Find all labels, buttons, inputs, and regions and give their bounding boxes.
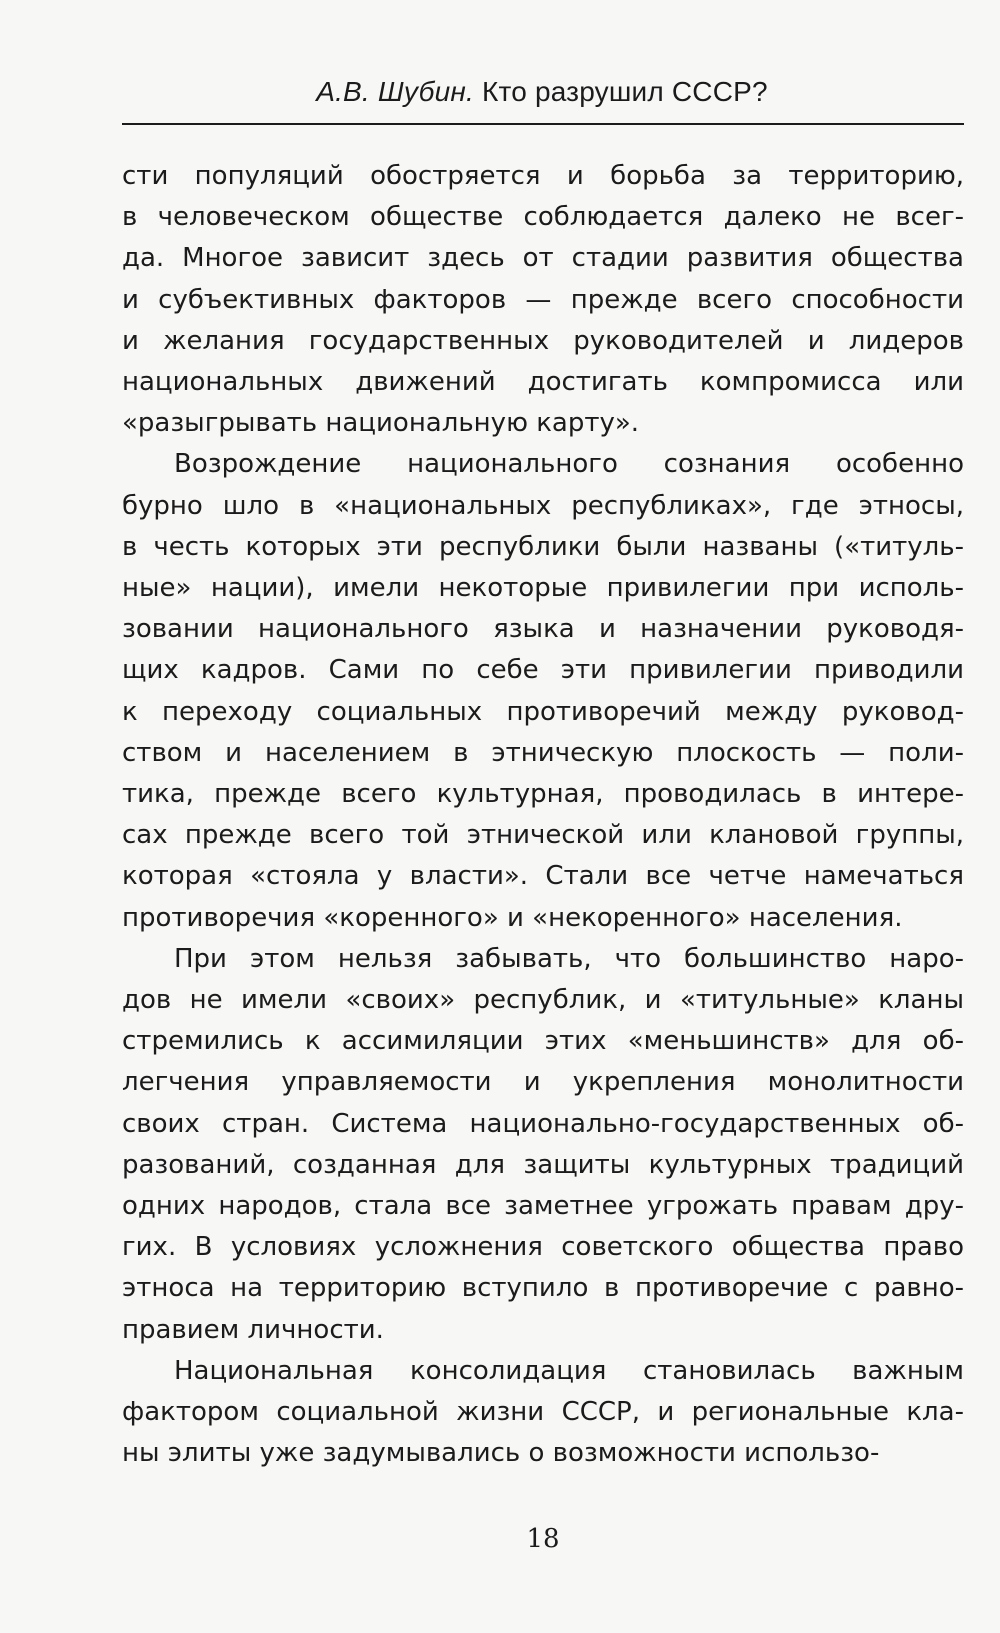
text-line: в честь которых эти республики были названы («титуль- [122, 531, 964, 562]
text-line: щих кадров. Сами по себе эти привилегии приводили [122, 655, 964, 686]
text-line: одних народов, стала все заметнее угрожать правам дру- [122, 1191, 964, 1222]
text-line: дов не имели «своих» республик, и «титульные» кланы [122, 985, 964, 1016]
text-line: национальных движений достигать компромисса или [122, 367, 964, 398]
text-line: ные» нации), имели некоторые привилегии при исполь- [122, 573, 964, 604]
text-line: которая «стояла у власти». Стали все четче намечаться [122, 861, 964, 892]
running-head-title: Кто разрушил СССР? [481, 76, 768, 107]
text-line: «разыгрывать национальную карту». [122, 408, 640, 439]
running-head-author: А.В. Шубин. [316, 76, 474, 107]
text-line: При этом нельзя забывать, что большинство наро- [174, 943, 964, 974]
text-line: этноса на территорию вступило в противоречие с равно- [122, 1273, 964, 1304]
text-line: легчения управляемости и укрепления монолитности [122, 1067, 964, 1098]
text-line: бурно шло в «национальных республиках», где этносы, [122, 490, 964, 521]
text-line: тика, прежде всего культурная, проводилась в интере- [122, 779, 964, 810]
header-rule [122, 123, 964, 125]
text-line: сти популяций обостряется и борьба за территорию, [122, 161, 964, 191]
paragraph [122, 1351, 964, 1475]
running-head [122, 72, 962, 112]
paragraph [122, 156, 964, 444]
text-line: сах прежде всего той этнической или клановой группы, [122, 820, 964, 851]
paragraph [122, 939, 964, 1351]
body-text [122, 156, 964, 1475]
text-line: разований, созданная для защиты культурных традиций [122, 1149, 964, 1180]
text-line: и желания государственных руководителей и лидеров [122, 325, 964, 356]
text-line: зовании национального языка и назначении руководя- [122, 614, 964, 645]
text-line: Национальная консолидация становилась важным [174, 1355, 964, 1386]
text-line: к переходу социальных противоречий между руковод- [122, 696, 964, 727]
page-number: 18 [526, 1524, 560, 1554]
text-line: ством и населением в этническую плоскость — поли- [122, 737, 964, 768]
text-line: стремились к ассимиляции этих «меньшинств» для об- [122, 1026, 964, 1057]
text-line: ны элиты уже задумывались о возможности использо- [122, 1438, 880, 1469]
text-line: гих. В условиях усложнения советского общества право [122, 1232, 964, 1263]
text-line: Возрождение национального сознания особенно [174, 449, 964, 480]
text-line: да. Многое зависит здесь от стадии развития общества [122, 243, 964, 274]
text-line: фактором социальной жизни СССР, и региональные кла- [122, 1397, 964, 1428]
text-line: противоречия «коренного» и «некоренного» населения. [122, 902, 903, 933]
paragraph [122, 444, 964, 938]
text-line: правием личности. [122, 1314, 384, 1345]
text-line: и субъективных факторов — прежде всего способности [122, 284, 964, 315]
text-line: своих стран. Система национально-государственных об- [122, 1108, 964, 1139]
text-line: в человеческом обществе соблюдается далеко не всег- [122, 202, 964, 233]
